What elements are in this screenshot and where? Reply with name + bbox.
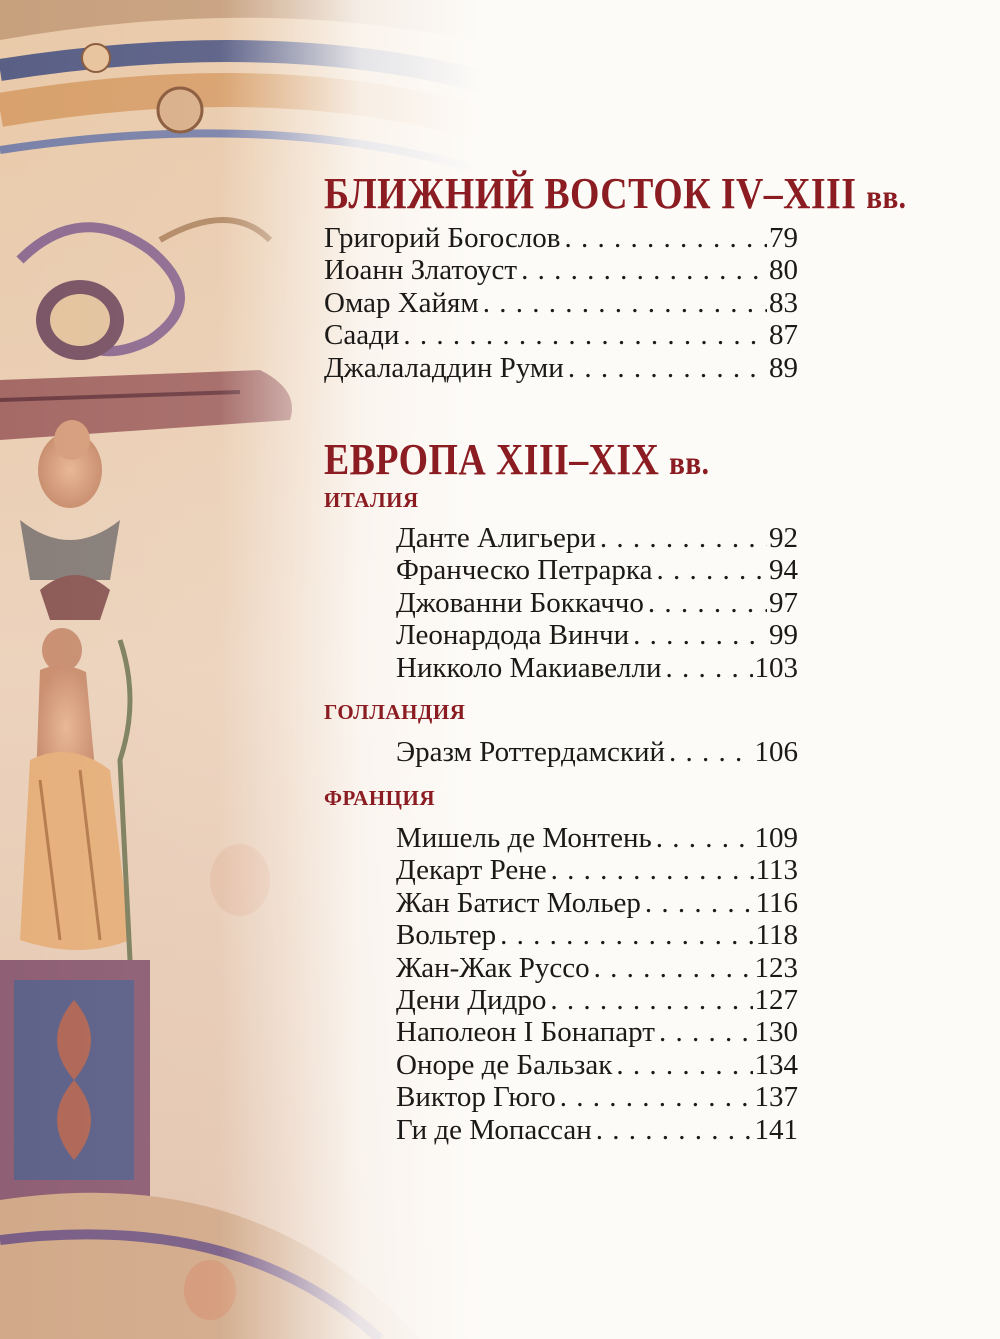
toc-entry-name: Леонардода Винчи: [396, 619, 630, 652]
section-heading-middle-east: [324, 169, 907, 222]
toc-entry-page: 113: [755, 854, 798, 887]
toc-entry-name: Оноре де Бальзак: [396, 1048, 613, 1081]
leader-dots: [656, 554, 767, 586]
toc-entry[interactable]: [324, 254, 798, 286]
toc-entry-name: Иоанн Златоуст: [324, 254, 518, 287]
section-heading-text: БЛИЖНИЙ ВОСТОК IV–XIII: [324, 169, 857, 218]
toc-entry-name: Дени Дидро: [396, 984, 547, 1017]
toc-entry[interactable]: [396, 736, 798, 768]
toc-entry-page: 103: [754, 651, 798, 684]
toc-entry[interactable]: [396, 1049, 798, 1081]
country-heading-holland: ГОЛЛАНДИЯ: [324, 700, 466, 724]
leader-dots: [403, 319, 767, 351]
toc-entry[interactable]: [396, 587, 798, 619]
toc-entry-name: Данте Алигьери: [396, 522, 596, 554]
leader-dots: [596, 1114, 753, 1146]
toc-list-france: [396, 822, 798, 1146]
toc-list-middle-east: [324, 222, 798, 384]
toc-entry-page: 123: [754, 951, 798, 984]
toc-entry-name: Жан-Жак Руссо: [396, 951, 590, 984]
toc-entry-page: 106: [754, 736, 798, 768]
toc-entry[interactable]: [396, 854, 798, 886]
toc-list-holland: [396, 736, 798, 768]
table-of-contents: [324, 169, 907, 1146]
toc-entry-page: 134: [754, 1048, 798, 1081]
section-heading-suffix: вв.: [866, 179, 907, 216]
toc-entry-name: Григорий Богослов: [324, 222, 561, 254]
leader-dots: [656, 822, 753, 854]
toc-entry-name: Омар Хайям: [324, 286, 479, 319]
toc-entry-page: 116: [755, 886, 798, 919]
toc-list-italy: [396, 522, 798, 684]
toc-entry-page: 87: [769, 319, 798, 352]
toc-entry-name: Виктор Гюго: [396, 1081, 556, 1114]
leader-dots: [616, 1049, 752, 1081]
toc-entry[interactable]: [396, 919, 798, 951]
leader-dots: [594, 952, 753, 984]
toc-entry-name: Джованни Боккаччо: [396, 586, 644, 619]
leader-dots: [565, 222, 767, 254]
toc-entry-page: 109: [754, 822, 798, 854]
toc-entry-page: 83: [769, 286, 798, 319]
country-heading-italy: ИТАЛИЯ: [324, 488, 419, 512]
toc-entry-name: Эразм Роттердамский: [396, 736, 666, 768]
toc-entry-page: 97: [769, 586, 798, 619]
toc-entry-name: Мишель де Монтень: [396, 822, 652, 854]
leader-dots: [648, 587, 767, 619]
toc-entry[interactable]: [324, 222, 798, 254]
toc-entry[interactable]: [396, 984, 798, 1016]
leader-dots: [483, 287, 767, 319]
toc-entry[interactable]: [396, 652, 798, 684]
leader-dots: [500, 919, 753, 951]
toc-entry[interactable]: [396, 619, 798, 651]
leader-dots: [560, 1081, 753, 1113]
leader-dots: [600, 522, 767, 554]
toc-entry[interactable]: [396, 554, 798, 586]
toc-entry-name: Франческо Петрарка: [396, 554, 653, 587]
section-heading-text: ЕВРОПА XIII–XIX: [324, 435, 660, 484]
toc-entry-name: Джалаладдин Руми: [324, 351, 564, 384]
toc-entry[interactable]: [396, 1081, 798, 1113]
toc-entry-page: 80: [769, 254, 798, 287]
toc-entry[interactable]: [396, 822, 798, 854]
toc-entry[interactable]: [324, 319, 798, 351]
section-heading-suffix: вв.: [669, 445, 710, 482]
leader-dots: [645, 887, 754, 919]
toc-entry-page: 127: [754, 984, 798, 1017]
toc-entry-page: 118: [755, 919, 798, 952]
toc-entry-name: Жан Батист Мольер: [396, 886, 641, 919]
toc-entry-page: 99: [769, 619, 798, 652]
toc-entry[interactable]: [324, 287, 798, 319]
toc-entry-name: Никколо Макиавелли: [396, 651, 662, 684]
toc-entry[interactable]: [324, 352, 798, 384]
toc-entry[interactable]: [396, 1016, 798, 1048]
toc-entry[interactable]: [396, 1114, 798, 1146]
leader-dots: [550, 984, 752, 1016]
leader-dots: [521, 254, 767, 286]
section-heading-europe: [324, 436, 709, 488]
toc-entry-page: 130: [754, 1016, 798, 1049]
toc-entry-page: 89: [769, 351, 798, 384]
toc-entry-page: 94: [769, 554, 798, 587]
toc-entry-name: Ги де Мопассан: [396, 1113, 592, 1146]
toc-entry[interactable]: [396, 952, 798, 984]
leader-dots: [633, 619, 767, 651]
leader-dots: [666, 652, 753, 684]
toc-entry[interactable]: [396, 887, 798, 919]
toc-entry-page: 92: [769, 522, 798, 554]
leader-dots: [551, 854, 754, 886]
toc-entry-name: Наполеон I Бонапарт: [396, 1016, 655, 1049]
toc-entry-name: Декарт Рене: [396, 854, 547, 887]
leader-dots: [659, 1016, 753, 1048]
toc-entry-name: Вольтер: [396, 919, 497, 952]
toc-entry-name: Саади: [324, 319, 400, 352]
toc-entry-page: 137: [754, 1081, 798, 1114]
country-heading-france: ФРАНЦИЯ: [324, 786, 436, 810]
leader-dots: [568, 352, 767, 384]
toc-entry-page: 79: [769, 222, 798, 254]
leader-dots: [669, 736, 752, 768]
toc-entry[interactable]: [396, 522, 798, 554]
toc-entry-page: 141: [754, 1113, 798, 1146]
